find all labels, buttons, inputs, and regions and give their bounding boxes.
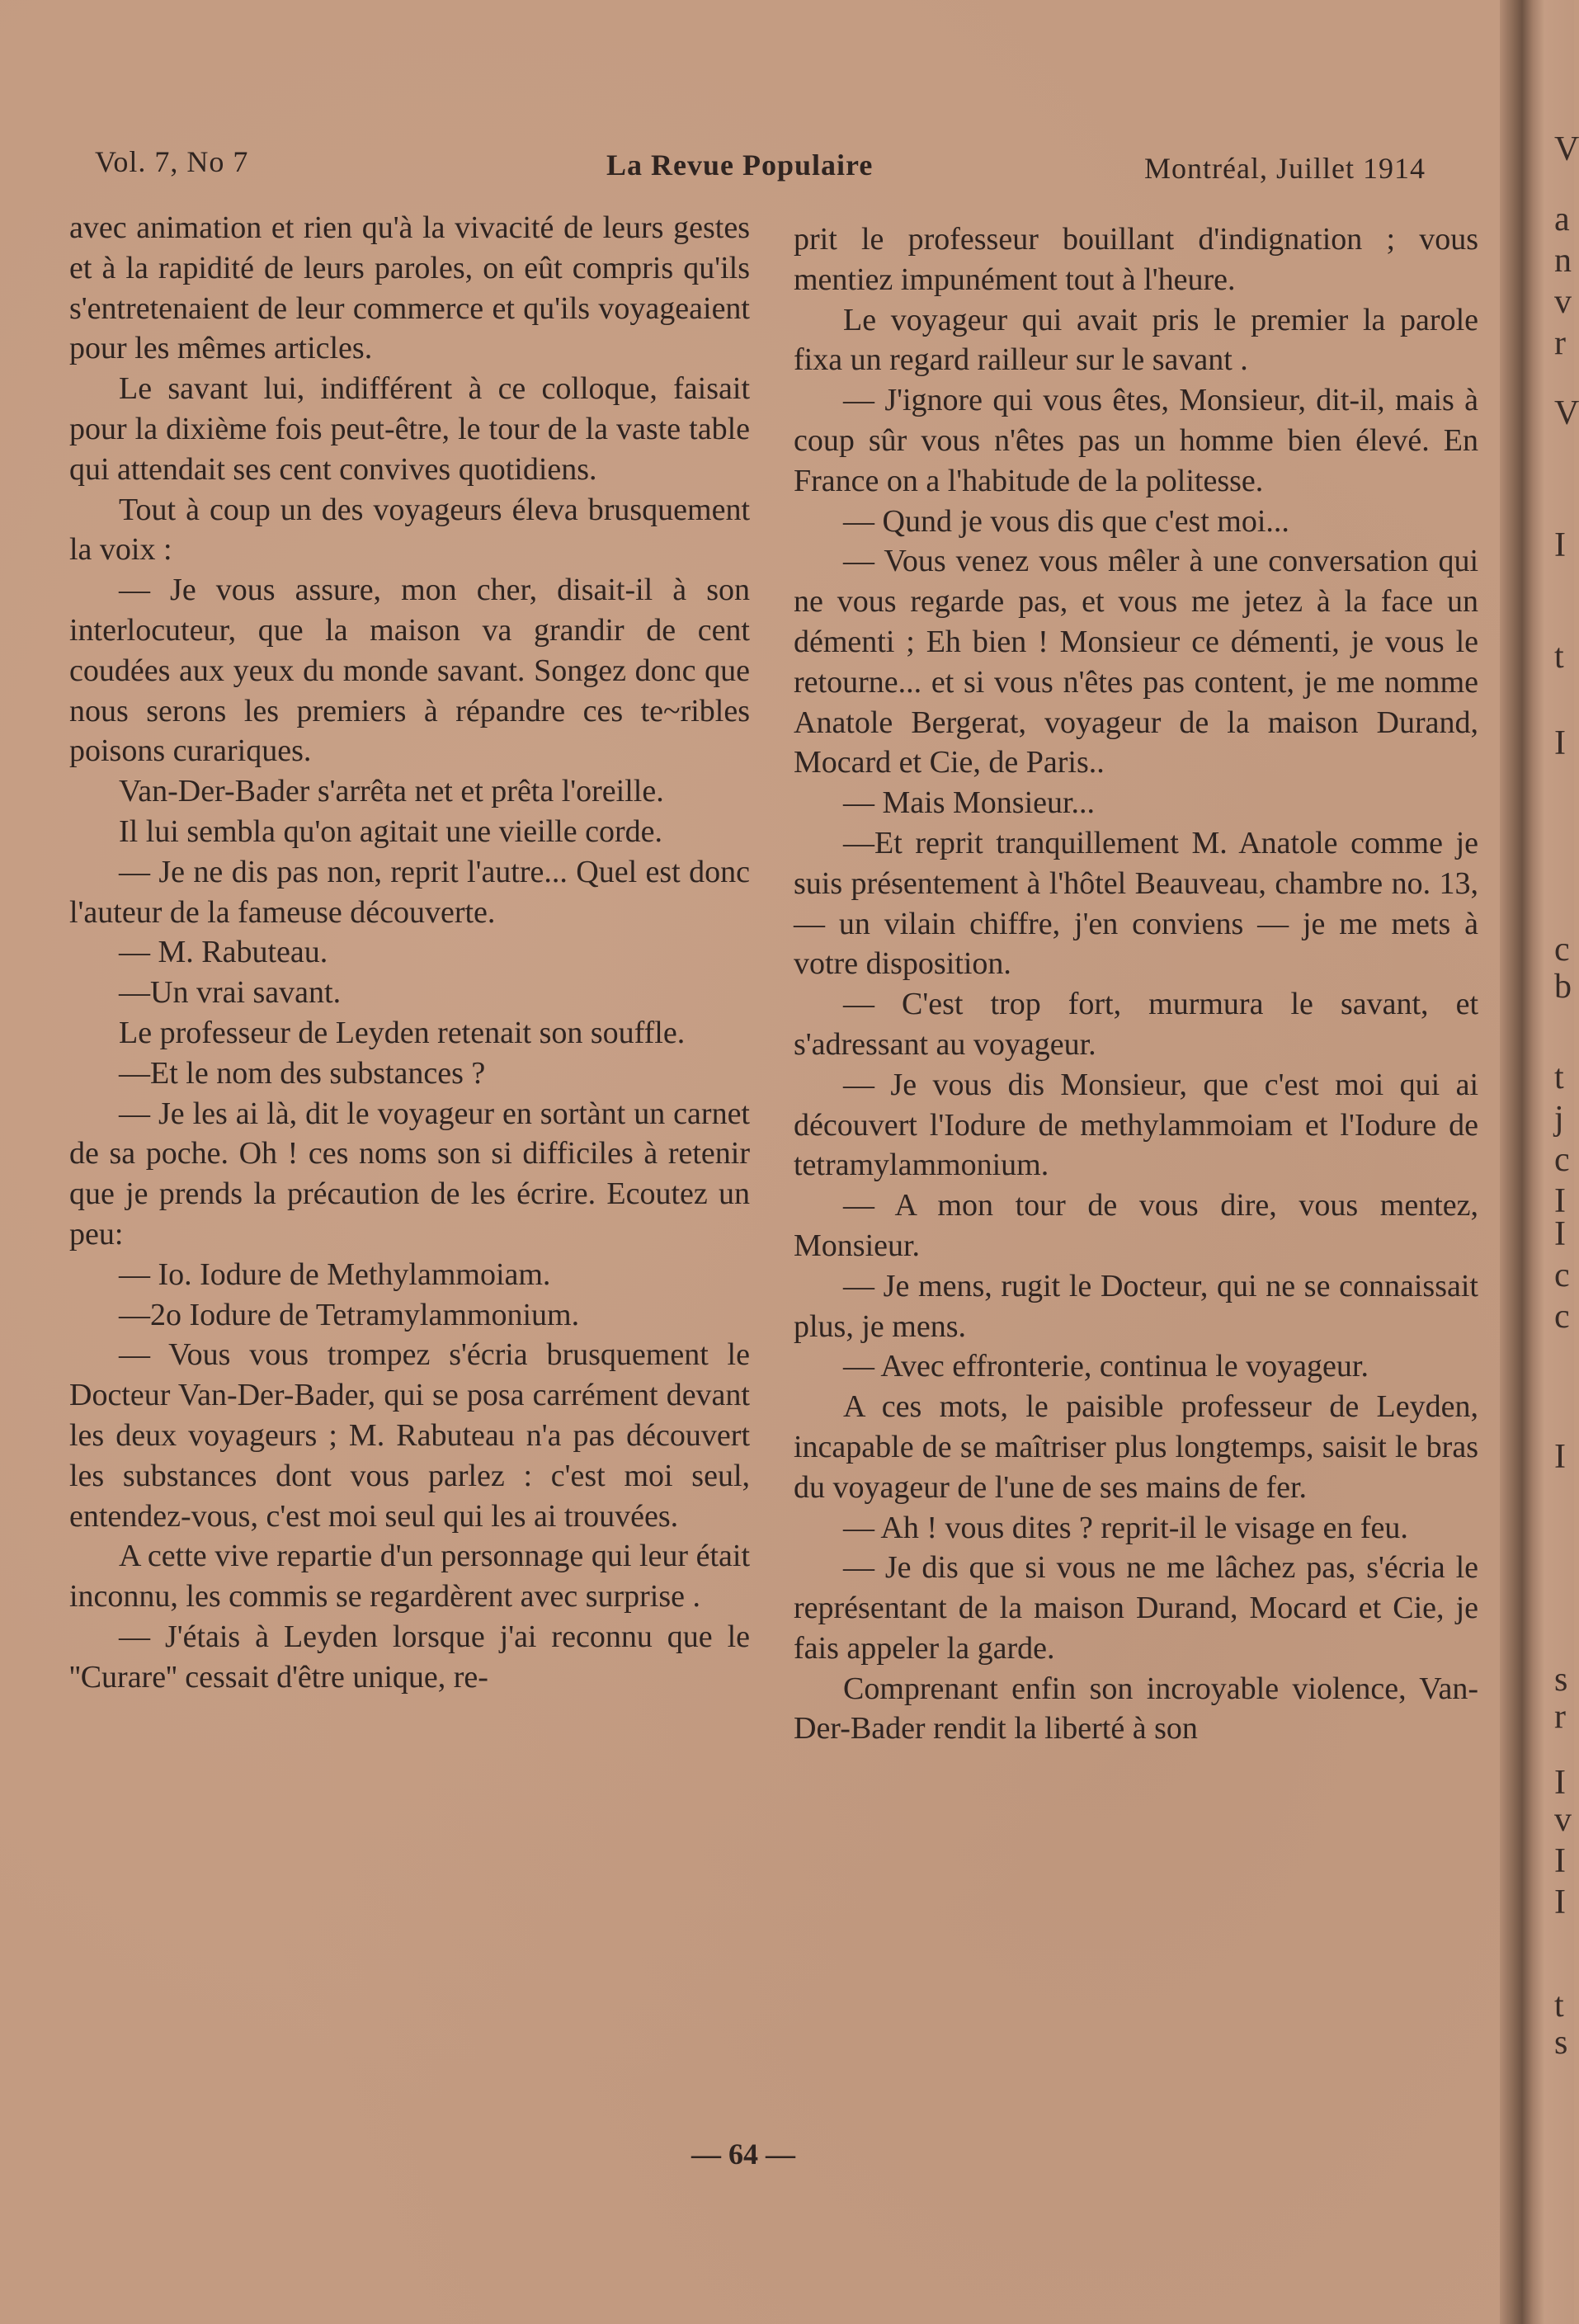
paragraph: — Je dis que si vous ne me lâchez pas, s'écria le représentant de la maison Durand, Mocard et Cie, je fais appeler la garde.: [794, 1550, 1478, 1666]
paragraph: Il lui sembla qu'on agitait une vieille corde.: [119, 813, 662, 849]
paragraph: — J'étais à Leyden lorsque j'ai reconnu que le ''Curare'' cessait d'être unique, re-: [69, 1619, 750, 1695]
paragraph: prit le professeur bouillant d'indignation ; vous mentiez impunément tout à l'heure.: [794, 222, 1478, 297]
paragraph: Le voyageur qui avait pris le premier la parole fixa un regard railleur sur le savant .: [794, 302, 1478, 378]
margin-fragment: I: [1554, 1215, 1566, 1253]
paragraph: A ces mots, le paisible professeur de Leyden, incapable de se maîtriser plus longtemps, saisit le bras du voyageur de l'une de ses mains de fer.: [794, 1389, 1478, 1505]
paragraph: — Je les ai là, dit le voyageur en sortànt un carnet de sa poche. Oh ! ces noms son si difficiles à retenir que je prends la précaution de les écrire. Ecoutez un peu:: [69, 1096, 750, 1252]
paragraph: —Et le nom des substances ?: [119, 1055, 486, 1091]
paragraph: — Avec effronterie, continua le voyageur.: [843, 1349, 1369, 1384]
paragraph: — C'est trop fort, murmura le savant, et s'adressant au voyageur.: [794, 987, 1478, 1062]
margin-fragment: v: [1554, 1801, 1572, 1839]
margin-fragment: j: [1554, 1100, 1564, 1138]
running-header: [95, 144, 1497, 194]
margin-fragment: I: [1554, 724, 1566, 762]
margin-fragment: I: [1554, 1883, 1566, 1921]
margin-fragment: v: [1554, 283, 1572, 321]
paragraph: —Et reprit tranquillement M. Anatole comme je suis présentement à l'hôtel Beauveau, chambre no. 13, — un vilain chiffre, j'en conviens — je me mets à votre disposition.: [794, 825, 1478, 982]
paragraph: Van-Der-Bader s'arrêta net et prêta l'oreille.: [119, 774, 664, 809]
publication-title: La Revue Populaire: [606, 148, 874, 181]
margin-fragment: c: [1554, 1298, 1570, 1336]
place-date: Montréal, Juillet 1914: [1144, 152, 1426, 185]
margin-fragment: t: [1554, 1058, 1564, 1096]
margin-fragment: n: [1554, 242, 1572, 280]
paragraph: — A mon tour de vous dire, vous mentez, Monsieur.: [794, 1188, 1478, 1263]
paragraph: — Je vous dis Monsieur, que c'est moi qui ai découvert l'Iodure de methylammoiam et l'Iodure de tetramylammonium.: [794, 1067, 1478, 1183]
page-number: — 64 —: [691, 2138, 795, 2171]
paragraph: — Vous venez vous mêler à une conversation qui ne vous regarde pas, et vous me jetez à la face un démenti ; Eh bien ! Monsieur ce démenti, je vous le retourne... et si vous n'êtes pas content, je me nomme Anatole Bergerat, voyageur de la maison Durand, Mocard et Cie, de Paris..: [794, 544, 1478, 780]
margin-fragment: V: [1554, 394, 1579, 432]
paragraph: — Je ne dis pas non, reprit l'autre... Quel est donc l'auteur de la fameuse découverte.: [69, 854, 750, 930]
margin-fragment: I: [1554, 1438, 1566, 1476]
paragraph: —Un vrai savant.: [119, 975, 342, 1011]
margin-fragment: I: [1554, 1842, 1566, 1880]
next-page-edge: [1515, 0, 1579, 2324]
paragraph: A cette vive repartie d'un personnage qui leur était inconnu, les commis se regardèrent avec surprise .: [69, 1539, 750, 1615]
margin-fragment: c: [1554, 931, 1570, 969]
margin-fragment: I: [1554, 1764, 1566, 1802]
paragraph: — J'ignore qui vous êtes, Monsieur, dit-il, mais à coup sûr vous n'êtes pas un homme bien élevé. En France on a l'habitude de la politesse.: [794, 383, 1478, 498]
margin-fragment: I: [1554, 1182, 1566, 1220]
margin-fragment: a: [1554, 200, 1570, 238]
paragraph: —2o Iodure de Tetramylammonium.: [119, 1297, 580, 1332]
paragraph: avec animation et rien qu'à la vivacité de leurs gestes et à la rapidité de leurs paroles, on eût compris qu'ils s'entretenaient de leur commerce et qu'ils voyageaient pour les mêmes articles.: [69, 210, 750, 366]
paragraph: — Qund je vous dis que c'est moi...: [843, 503, 1289, 539]
paragraph: — Je mens, rugit le Docteur, qui ne se connaissait plus, je mens.: [794, 1268, 1478, 1344]
margin-fragment: V: [1554, 130, 1579, 168]
paragraph: Comprenant enfin son incroyable violence, Van-Der-Bader rendit la liberté à son: [794, 1671, 1478, 1747]
volume-number: Vol. 7, No 7: [95, 145, 249, 178]
margin-fragment: r: [1554, 1698, 1566, 1736]
paragraph: Le professeur de Leyden retenait son souffle.: [119, 1015, 686, 1050]
paragraph: — Vous vous trompez s'écria brusquement le Docteur Van-Der-Bader, qui se posa carrément devant les deux voyageurs ; M. Rabuteau n'a pas découvert les substances dont vous parlez : c'est moi seul, entendez-vous, c'est moi seul qui les ai trouvées.: [69, 1337, 750, 1534]
margin-fragment: t: [1554, 638, 1564, 676]
paragraph: Tout à coup un des voyageurs éleva brusquement la voix :: [69, 492, 750, 568]
paragraph: — Mais Monsieur...: [843, 785, 1096, 821]
left-column: [69, 208, 750, 1697]
margin-fragment: b: [1554, 968, 1572, 1006]
paragraph: — Io. Iodure de Methylammoiam.: [119, 1256, 551, 1292]
margin-fragment: s: [1554, 2024, 1568, 2062]
paragraph: — Je vous assure, mon cher, disait-il à son interlocuteur, que la maison va grandir de cent coudées aux yeux du monde savant. Songez donc que nous serons les premiers à répandre ces te~ribles poisons curariques.: [69, 573, 750, 769]
margin-fragment: t: [1554, 1987, 1564, 2025]
margin-fragment: I: [1554, 526, 1566, 564]
paragraph: — Ah ! vous dites ? reprit-il le visage en feu.: [843, 1510, 1408, 1545]
margin-fragment: c: [1554, 1141, 1570, 1179]
paragraph: — M. Rabuteau.: [119, 935, 328, 970]
paragraph: Le savant lui, indifférent à ce colloque, faisait pour la dixième fois peut-être, le tour de la vaste table qui attendait ses cent convives quotidiens.: [69, 371, 750, 487]
right-column: [794, 219, 1478, 1749]
margin-fragment: c: [1554, 1256, 1570, 1294]
margin-fragment: r: [1554, 324, 1566, 362]
margin-fragment: s: [1554, 1661, 1568, 1699]
